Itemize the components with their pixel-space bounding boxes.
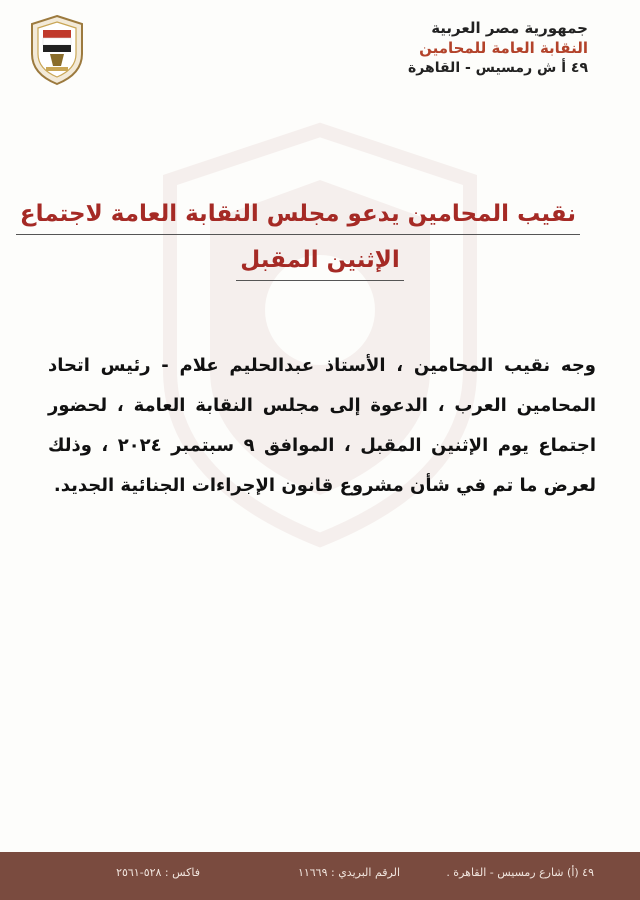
header-country: جمهورية مصر العربية — [431, 19, 588, 37]
title-line-2: الإثنين المقبل — [236, 242, 404, 281]
body-line: وجه نقيب المحامين ، الأستاذ عبدالحليم علام - رئيس اتحاد — [48, 355, 596, 376]
title-line-1: نقيب المحامين يدعو مجلس النقابة العامة لاجتماع — [16, 196, 580, 235]
document-body — [48, 346, 596, 506]
letterhead — [288, 18, 588, 78]
body-line: المحامين العرب ، الدعوة إلى مجلس النقابة العامة ، لحضور — [48, 395, 596, 416]
body-line: اجتماع يوم الإثنين المقبل ، الموافق ٩ سبتمبر ٢٠٢٤ ، وذلك — [48, 435, 596, 456]
document-title — [19, 196, 580, 288]
body-line: لعرض ما تم في شأن مشروع قانون الإجراءات الجنائية الجديد. — [53, 475, 596, 496]
header-address: ٤٩ أ ش رمسيس - القاهرة — [408, 60, 588, 76]
footer-postal-code: الرقم البريدي : ١١٦٦٩ — [297, 866, 400, 879]
syndicate-logo-icon — [28, 14, 86, 86]
footer-fax: فاكس : ٥٢٨-٢٥٦١ — [116, 866, 200, 879]
footer-band — [0, 852, 640, 900]
footer-address: ٤٩ (أ) شارع رمسيس - القاهرة . — [446, 866, 594, 879]
header-organization: النقابة العامة للمحامين — [419, 39, 588, 57]
